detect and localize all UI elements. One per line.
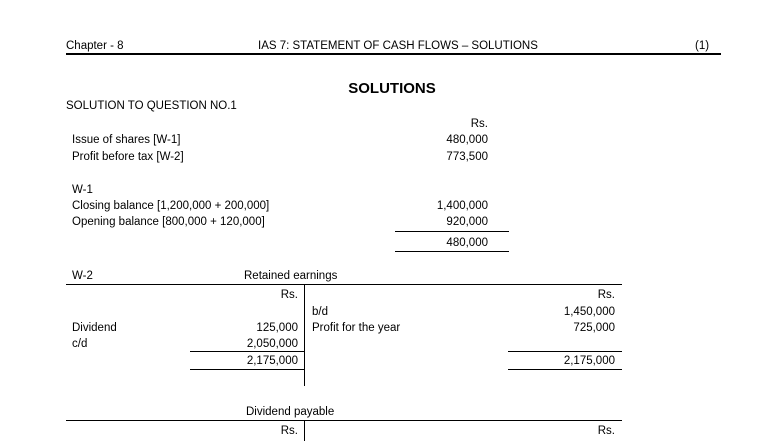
w1-row-label: Closing balance [1,200,000 + 200,000] [72,200,270,212]
w1-total: 480,000 [446,237,488,249]
summary-row-label: Issue of shares [W-1] [72,134,181,146]
w2-right-currency: Rs. [597,289,615,301]
w1-subtotal-rule [395,231,509,232]
summary-row-value: 480,000 [446,134,488,146]
summary-row-label: Profit before tax [W-2] [72,151,184,163]
w2-left-row-value: 2,050,000 [246,338,298,350]
w2-left-total: 2,175,000 [246,355,298,367]
w2-left-row-label: Dividend [72,322,117,334]
header-chapter: Chapter - 8 [66,40,124,52]
main-title: SOLUTIONS [348,80,436,97]
w2-left-subtotal-rule [190,351,304,352]
w1-row-value: 920,000 [446,216,488,228]
w2-left-row-value: 125,000 [256,322,298,334]
summary-row-value: 773,500 [446,151,488,163]
w2-right-row-label: Profit for the year [312,322,401,334]
w2-right-total: 2,175,000 [563,355,615,367]
header-rule [66,53,721,55]
dividend-payable-top-rule [66,420,622,421]
w2-right-row-value: 1,450,000 [563,306,615,318]
dividend-payable-right-currency: Rs. [597,425,615,437]
w2-right-row-label: b/d [312,306,328,318]
w1-row-value: 1,400,000 [436,200,488,212]
w1-total-rule [395,251,509,252]
w2-left-row-label: c/d [72,338,88,350]
w2-top-rule [66,284,622,285]
dividend-payable-center-divider [304,420,305,441]
header-page-number: (1) [695,40,710,52]
summary-currency: Rs. [470,118,488,130]
w2-right-row-value: 725,000 [573,322,615,334]
dividend-payable-left-currency: Rs. [280,425,298,437]
w1-row-label: Opening balance [800,000 + 120,000] [72,216,265,228]
header-title: IAS 7: STATEMENT OF CASH FLOWS – SOLUTIONS [258,40,538,52]
w2-account-title: Retained earnings [244,270,338,282]
w2-center-divider [304,284,305,386]
w2-right-total-rule [508,369,622,370]
w2-left-currency: Rs. [280,289,298,301]
w2-left-total-rule [190,369,304,370]
question-title: SOLUTION TO QUESTION NO.1 [66,100,237,112]
w1-title: W-1 [72,184,93,196]
w2-right-subtotal-rule [508,351,622,352]
dividend-payable-title: Dividend payable [246,406,335,418]
w2-title: W-2 [72,270,93,282]
